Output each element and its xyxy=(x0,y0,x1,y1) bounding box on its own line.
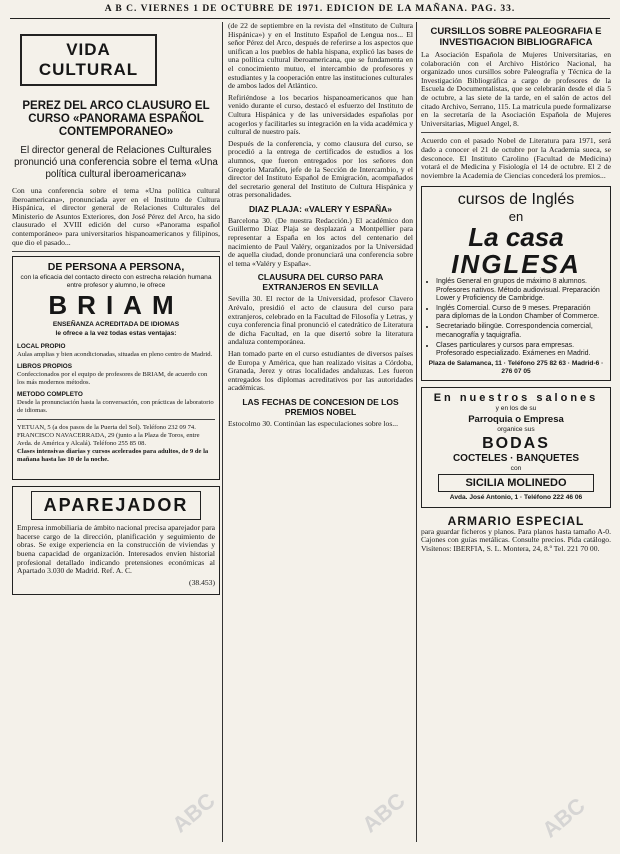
article-body: La Asociación Española de Mujeres Universitarias, en colaboración con el Archivo Histórico Nacional, ha organizado unos cursillos sobre Paleografía y Técnica de la Investigación Bibliográfica a cargo de profesores de la Escuela de Documentalistas, que se celebrarán desde el día 5 de octubre, a las siete de la tarde, en el salón de actos del citado Archivo, Serrano, 115. La matrícula puede formalizarse en la secretaría de la Asociación Española de Mujeres Universitarias, Miguel Angel, 8. xyxy=(421,50,611,128)
column-middle xyxy=(228,22,413,842)
article-body: Estocolmo 30. Continúan las especulaciones sobre los... xyxy=(228,418,398,428)
list-item: • Secretariado bilingüe. Correspondencia comercial, mecanografía y taquigrafía. xyxy=(436,323,606,339)
briam-intro: con la eficacia del contacto directo con estrecha relación humana entre profesor y alumno, le ofrece xyxy=(20,274,212,289)
page-header: A B C. VIERNES 1 DE OCTUBRE DE 1971. EDICION DE LA MAÑANA. PAG. 33. xyxy=(104,4,516,14)
sicilia-line: organice sus xyxy=(497,425,535,433)
watermark: ABC xyxy=(537,792,590,843)
article-body: Han tomado parte en el curso estudiantes de diversos países de Europa y América, que han realizado visitas a Córdoba, Granada, Jerez y otras localidades andaluzas. Les fueron entregados los diplomas acreditativos por las autoridades académicas. xyxy=(228,349,413,393)
briam-item-label: METODO COMPLETO xyxy=(17,391,83,399)
sicilia-advert xyxy=(421,387,611,507)
article-headline: PEREZ DEL ARCO CLAUSURO EL CURSO «PANORAMA ESPAÑOL CONTEMPORANEO» xyxy=(22,100,210,138)
article-body: Barcelona 30. (De nuestra Redacción.) El académico don Guillermo Díaz Plaja se desplazará a Montpellier para representar a España en los actos del centenario del nacimiento de Paul Valéry, organizados por la Universidad de aquella ciudad, donde pronunciará una conferencia sobre el tema «Valéry y España». xyxy=(228,215,413,268)
briam-title: DE PERSONA A PERSONA, xyxy=(47,261,185,274)
casa-inglesa-list xyxy=(426,278,606,358)
casa-inglesa-address: Plaza de Salamanca, 11 · Teléfono 275 82 63 · Madrid-6 · 276 07 05 xyxy=(428,360,604,375)
casa-inglesa-line: La casa xyxy=(468,222,564,253)
briam-item-label: LOCAL PROPIO xyxy=(17,342,66,350)
column-right xyxy=(421,22,611,842)
briam-item-text: Confeccionados por el equipo de profesores de BRIAM, de acuerdo con los más modernos métodos. xyxy=(17,371,208,386)
divider xyxy=(421,132,611,133)
list-item: • Inglés Comercial. Curso de 9 meses. Preparación para diplomas de la London Chamber of Commerce. xyxy=(436,305,606,321)
aparejador-title: APAREJADOR xyxy=(31,491,201,520)
casa-inglesa-advert xyxy=(421,186,611,381)
briam-item-text: Desde la pronunciación hasta la conversación, con prácticas de laboratorio de idiomas. xyxy=(17,399,214,414)
casa-inglesa-line: en xyxy=(508,209,524,225)
aparejador-advert xyxy=(12,486,220,595)
list-item: • Clases particulares y cursos para empresas. Profesorado especializado. Exámenes en Madrid. xyxy=(436,342,606,358)
column-divider xyxy=(416,22,417,842)
article-body: Con una conferencia sobre el tema «Una política cultural iberoamericana», pronunciada ayer en el Instituto de Cultura Hispánica, el director general de Relaciones Culturales del Ministerio de Asuntos Exteriores, don José Pérez del Arco, ha sido clausurado el XVIII edición del curso «Panorama español contemporáneo» para universitarios hispanoamericanos y filipinos, que dio el pasado... xyxy=(12,186,220,247)
article-headline: DIAZ PLAJA: «VALERY Y ESPAÑA» xyxy=(249,203,392,214)
sicilia-address: Avda. José Antonio, 1 · Teléfono 222 46 06 xyxy=(449,494,583,502)
briam-tagline: ENSEÑANZA ACREDITADA DE IDIOMAS xyxy=(52,321,180,329)
article-body: Después de la conferencia, y como clausura del curso, se procedió a la entrega de certificados de estudios a los alumnos, que fueron entregados por los señores don Gregorio Marañón, jefe de la Sección de Intercambio, y el director del Instituto Español de Emigración, acompañados del secretario general del Instituto de Cultura Hispánica y otras personalidades. xyxy=(228,138,413,200)
watermark: ABC xyxy=(357,787,410,838)
briam-item-text: Aulas amplias y bien acondicionadas, situadas en pleno centro de Madrid. xyxy=(17,350,213,358)
briam-item-label: LIBROS PROPIOS xyxy=(17,363,73,371)
section-title: VIDA CULTURAL xyxy=(20,34,157,86)
article-headline: CLAUSURA DEL CURSO PARA EXTRANJEROS EN SEVILLA xyxy=(257,272,384,293)
divider xyxy=(12,251,220,252)
sicilia-line: con xyxy=(510,464,522,472)
casa-inglesa-logo: INGLESA xyxy=(451,249,581,280)
briam-address: YETUAN, 5 (a dos pasos de la Puerta del Sol). Teléfono 232 09 74. xyxy=(17,423,196,431)
article-lead: El director general de Relaciones Culturales pronunció una conferencia sobre el tema «Una política cultural iberoamericana» xyxy=(14,145,218,180)
article-body: Acuerdo con el pasado Nobel de Literatura para 1971, será dado a conocer el 21 de octubre por la Academia sueca, se desconoce. El Instituto Carolino (Facultad de Medicina) votará el de Medicina y Fisiología el 14 de octubre. El 2 de noviembre la Academia de Ciencias concederá los premios... xyxy=(421,136,611,180)
article-body: (de 22 de septiembre en la revista del «Instituto de Cultura Hispánica») y en el Instituto Español de Lengua nos... El señor Pérez del Arco, después de referirse a los aspectos que unifican a los pueblos de habla hispana, explicó las bases de una política cultural iberoamericana, que se fundamenta en el conocimiento mutuo, el intercambio de profesores y estudiantes y la cooperación entre las instituciones culturales de ambos lados del Atlántico. xyxy=(228,22,413,91)
list-item: • Inglés General en grupos de máximo 8 alumnos. Profesores nativos. Método audiovisual. Preparación Lower y Proficiency de Cambridge. xyxy=(436,278,606,303)
article-body: Refiriéndose a los becarios hispanoamericanos que han venido durante el curso, destacó el esfuerzo del Instituto de Cultura Hispánica y de las universidades españolas por acogerlos y facilitarles su integración en la vida académica y cultural de nuestro país. xyxy=(228,92,413,137)
armario-advert xyxy=(421,514,611,554)
briam-advert xyxy=(12,256,220,480)
sicilia-line: BODAS xyxy=(482,434,550,452)
aparejador-text: Empresa inmobiliaria de ámbito nacional precisa aparejador para hacerse cargo de la dirección, planificación y seguimiento de obras. Se exige experiencia en la construcción de viviendas y buena capacidad de organización. Interesados envíen historial profesional detallado indicando pretensiones económicas al Apartado 3.030 de Madrid. Ref. A. C. xyxy=(17,523,215,576)
watermark: ABC xyxy=(167,787,220,838)
aparejador-ref: (38.453) xyxy=(189,577,215,587)
briam-address: FRANCISCO NAVACERRADA, 29 (junto a la Plaza de Toros, entre Avda. de América y Alcalá). Teléfono 255 85 08. xyxy=(17,432,200,447)
sicilia-line: y en los de su xyxy=(495,405,537,413)
column-left xyxy=(12,22,220,601)
casa-inglesa-line: cursos de Inglés xyxy=(457,191,575,209)
article-headline: CURSILLOS SOBRE PALEOGRAFIA E INVESTIGACION BIBLIOGRAFICA xyxy=(430,26,602,48)
briam-logo: BRIAM xyxy=(48,290,184,321)
sicilia-line: En nuestros salones xyxy=(433,392,599,405)
sicilia-line: Parroquia o Empresa xyxy=(468,413,564,425)
article-headline: LAS FECHAS DE CONCESION DE LOS PREMIOS NOBEL xyxy=(242,396,399,417)
briam-offer: le ofrece a la vez todas estas ventajas: xyxy=(55,329,177,337)
article-body: Sevilla 30. El rector de la Universidad, profesor Clavero Arévalo, presidió el acto de clausura del curso para extranjeros, celebrado en la Facultad de Filosofía y Letras, y cuya conferencia final pronunció el catedrático de Literatura de dicha Facultad, en la que disertó sobre la literatura andaluza contemporánea. xyxy=(228,294,413,347)
armario-text: para guardar ficheros y planos. Para planos hasta tamaño A-0. Cajones con guías metálicas. Consulte precios. Pida catálogo. Visítenos: IBERFIA, S. L. Montera, 24, 8.º Tel. 221 70 00. xyxy=(421,526,611,553)
header-rule xyxy=(10,18,610,19)
sicilia-logo: SICILIA MOLINEDO xyxy=(438,474,594,492)
divider xyxy=(17,419,215,420)
armario-title: ARMARIO ESPECIAL xyxy=(447,513,585,528)
sicilia-line: COCTELES · BANQUETES xyxy=(452,452,580,464)
briam-footer: Clases intensivas diarias y cursos acelerados para adultos, de 9 de la mañana hasta las 10 de la noche. xyxy=(17,448,209,463)
column-divider xyxy=(222,22,223,842)
